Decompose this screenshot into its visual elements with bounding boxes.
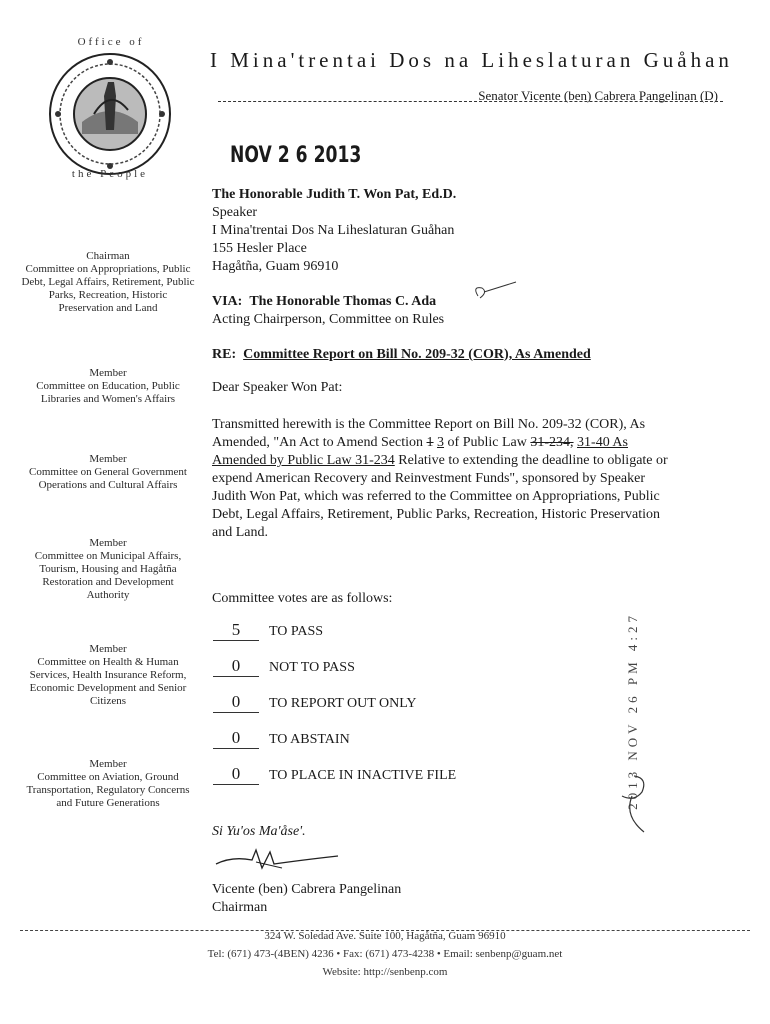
paragraph-text-3: Relative to extending the deadline to obligate or expend American Recovery and Reinvestment Funds", sponsored by Speaker Judith Won Pat, which was referred to the Committee on Appropriations, Public Debt, Legal Affairs, Retirement, Public Parks, Recreation, Historic Preservation and Land.: [212, 453, 668, 540]
vote-label: TO PLACE IN INACTIVE FILE: [269, 768, 457, 783]
date-stamp: NOV 2 6 2013: [230, 143, 362, 168]
sidebar-committee: Committee on Aviation, Ground Transportation, Regulatory Concerns and Future Generations: [26, 771, 190, 809]
letterhead-divider: [218, 101, 723, 102]
signer-name: Vicente (ben) Cabrera Pangelinan: [212, 882, 402, 897]
vote-row-pass: [213, 620, 323, 641]
via-title: Acting Chairperson, Committee on Rules: [212, 312, 445, 327]
vote-row-abstain: [213, 728, 350, 749]
addressee-city: Hagåtña, Guam 96910: [212, 259, 339, 274]
vote-row-inactive: [213, 764, 456, 785]
sidebar-role: Chairman: [86, 250, 130, 262]
sidebar-role: Member: [89, 367, 127, 379]
re-label: RE:: [212, 347, 237, 362]
vote-row-not-pass: [213, 656, 355, 677]
transmittal-paragraph: [212, 416, 682, 542]
footer-website: Website: http://senbenp.com: [322, 966, 448, 978]
sidebar-member-3: [20, 537, 196, 602]
footer-address: 324 W. Soledad Ave. Suite 100, Hagåtña, Guam 96910: [264, 930, 506, 942]
sidebar-committee: Committee on Municipal Affairs, Tourism, Housing and Hagåtña Restoration and Development Authority: [34, 550, 182, 601]
received-stamp: 2013 NOV 26 PM 4:27: [625, 612, 640, 810]
sidebar-role: Member: [89, 537, 127, 549]
addressee-name: The Honorable Judith T. Won Pat, Ed.D.: [212, 187, 457, 202]
senator-line: Senator Vicente (ben) Cabrera Pangelinan (D): [478, 88, 718, 103]
seal-top-text: Office of: [77, 36, 145, 48]
addressee-title: Speaker: [212, 205, 258, 220]
sidebar-chairman: [20, 250, 196, 315]
office-seal: [48, 52, 172, 176]
vote-count: 0: [213, 764, 259, 785]
clerk-initial-mark: [614, 772, 654, 836]
via-label: VIA:: [212, 294, 243, 309]
sidebar-member-1: [20, 367, 196, 406]
sidebar-member-2: [20, 453, 196, 492]
sidebar-committee: Committee on Education, Public Libraries and Women's Affairs: [36, 380, 180, 405]
sidebar-role: Member: [89, 453, 127, 465]
vote-label: NOT TO PASS: [269, 660, 355, 675]
re-line: [212, 346, 591, 364]
inserted-section: 3: [437, 435, 445, 450]
struck-law: 31-234,: [530, 435, 574, 450]
signer-title: Chairman: [212, 900, 268, 915]
re-subject: Committee Report on Bill No. 209-32 (COR), As Amended: [243, 347, 591, 362]
sidebar-member-5: [20, 758, 196, 810]
addressee-org: I Mina'trentai Dos Na Liheslaturan Guåhan: [212, 223, 455, 238]
vote-label: TO REPORT OUT ONLY: [269, 696, 417, 711]
closing: Si Yu'os Ma'åse'.: [212, 824, 306, 839]
legislature-title: I Mina'trentai Dos na Liheslaturan Guåhan: [210, 48, 733, 72]
sidebar-committee: Committee on General Government Operations and Cultural Affairs: [29, 466, 187, 491]
sidebar-committee: Committee on Health & Human Services, Health Insurance Reform, Economic Development and Senior Citizens: [29, 656, 187, 707]
footer-contact: Tel: (671) 473-(4BEN) 4236 • Fax: (671) 473-4238 • Email: senbenp@guam.net: [207, 948, 563, 960]
paragraph-text-2: of Public Law: [444, 435, 531, 450]
addressee-street: 155 Hesler Place: [212, 241, 307, 256]
vote-count: 5: [213, 620, 259, 641]
vote-label: TO PASS: [269, 624, 324, 639]
via-name: The Honorable Thomas C. Ada: [249, 294, 437, 309]
paragraph-text-1: Transmitted herewith is the Committee Report on Bill No. 209-32 (COR), As Amended, "An Act to Amend Section: [212, 417, 646, 450]
salutation: Dear Speaker Won Pat:: [212, 380, 343, 395]
vote-label: TO ABSTAIN: [269, 732, 350, 747]
seal-bottom-text: the People: [71, 168, 149, 180]
votes-intro: Committee votes are as follows:: [212, 591, 393, 606]
vote-row-report-out: [213, 692, 417, 713]
struck-section: 1: [426, 435, 434, 450]
inserted-law: 31-40 As Amended by Public Law 31-234: [212, 435, 628, 468]
signature: [212, 842, 342, 878]
initials-mark: [470, 280, 520, 304]
sidebar-committee: Committee on Appropriations, Public Debt, Legal Affairs, Retirement, Public Parks, Recreation, Historic Preservation and Land: [21, 263, 195, 314]
via-block: [212, 293, 444, 329]
addressee-block: [212, 186, 456, 276]
vote-count: 0: [213, 692, 259, 713]
signer-block: [212, 881, 401, 917]
vote-count: 0: [213, 656, 259, 677]
sidebar-role: Member: [89, 643, 127, 655]
sidebar-member-4: [20, 643, 196, 708]
vote-count: 0: [213, 728, 259, 749]
sidebar-role: Member: [89, 758, 127, 770]
